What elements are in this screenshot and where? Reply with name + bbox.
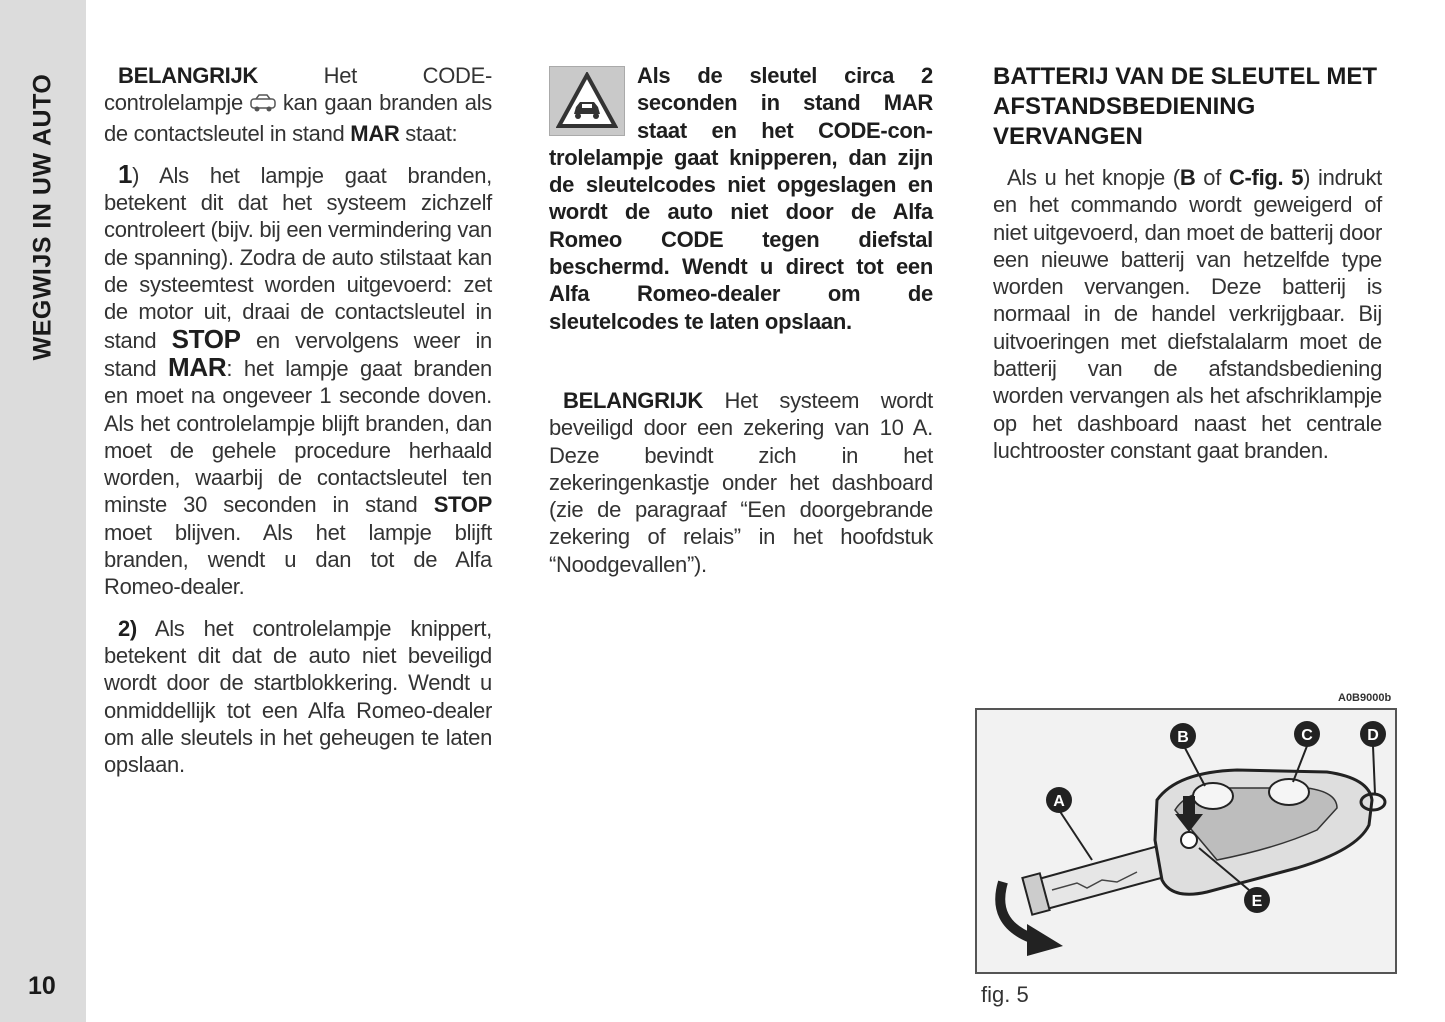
chapter-title: WEGWIJS IN UW AUTO — [28, 73, 57, 361]
column-left — [104, 62, 492, 792]
paragraph-fuse: BELANGRIJK Het systeem wordt beveiligd door een zekering van 10 A. Deze bevindt zich in het zekeringenkastje onder het dashboard (zie de paragraaf “Een doorgebrande zekering of relais” in het hoofdstuk “Noodgevallen”). — [549, 387, 933, 577]
figure-label-d: D — [1367, 727, 1379, 744]
figure-caption: fig. 5 — [981, 982, 1029, 1007]
important-label: BELANGRIJK — [118, 63, 259, 88]
column-right — [993, 62, 1382, 478]
section-heading: BATTERIJ VAN DE SLEUTEL MET AFSTANDSBEDIENING VERVANGEN — [993, 63, 1378, 150]
paragraph-point-2: 2) Als het controlelampje knippert, betekent dit dat de auto niet beveiligd wordt door de startblokkering. Wendt u onmiddellijk tot een Alfa Romeo-dealer om alle sleutels in het geheugen te laten opslaan. — [104, 615, 492, 778]
figure-label-c: C — [1301, 727, 1313, 744]
paragraph-important: BELANGRIJK Het CODE-controlelampje kan gaan branden als de contactsleutel in stand MAR staat: — [104, 63, 492, 146]
figure-label-a: A — [1053, 793, 1065, 810]
important-label: BELANGRIJK — [563, 387, 704, 413]
warning-block — [549, 62, 933, 335]
warning-text: Als de sleutel circa 2 seconden in stand MAR staat en het CODE-controlelampje gaat knipperen, dan zijn de sleutelcodes niet opgeslagen en wordt de auto niet door de Alfa Romeo CODE tegen diefstal beschermd. Wendt u direct tot een Alfa Romeo-dealer om de sleutelcodes te laten opslaan. — [549, 63, 933, 334]
column-middle — [549, 62, 933, 592]
figure-label-b: B — [1177, 729, 1189, 746]
code-lamp-icon — [250, 92, 276, 119]
paragraph-battery: Als u het knopje (B of C-fig. 5) indrukt en het commando wordt geweigerd of niet uitgevoerd, dan moet de batterij door een nieuwe batterij van hetzelfde type worden vervangen. Deze batterij is normaal in de handel verkrijgbaar. Bij uitvoeringen met diefstalalarm moet de batterij van de afstandsbediening worden vervangen als het afschriklampje op het dashboard naast het centrale luchtrooster constant gaat branden. — [993, 165, 1382, 463]
key-illustration — [977, 710, 1395, 972]
figure-label-e: E — [1251, 893, 1263, 910]
paragraph-point-1: 1) Als het lampje gaat branden, betekent dit dat het systeem zichzelf controleert (bijv. bij een vermindering van de spanning). Zodra de auto stilstaat kan de systeemtest worden uitgevoerd: zet de motor uit, draai de contactsleutel in stand STOP en vervolgens weer in stand MAR: het lampje gaat branden en moet na ongeveer 1 seconde doven. Als het controlelampje blijft branden, dan moet de gehele procedure herhaald worden, waarbij de contactsleutel ten minste 30 seconden in stand STOP moet blijven. Als het lampje blijft branden, wendt u dan tot de Alfa Romeo-dealer. — [104, 158, 492, 600]
page-number: 10 — [28, 972, 56, 1000]
figure-code: A0B9000b — [1338, 692, 1392, 704]
warning-triangle-car-icon — [549, 66, 625, 136]
key-figure — [975, 708, 1397, 974]
